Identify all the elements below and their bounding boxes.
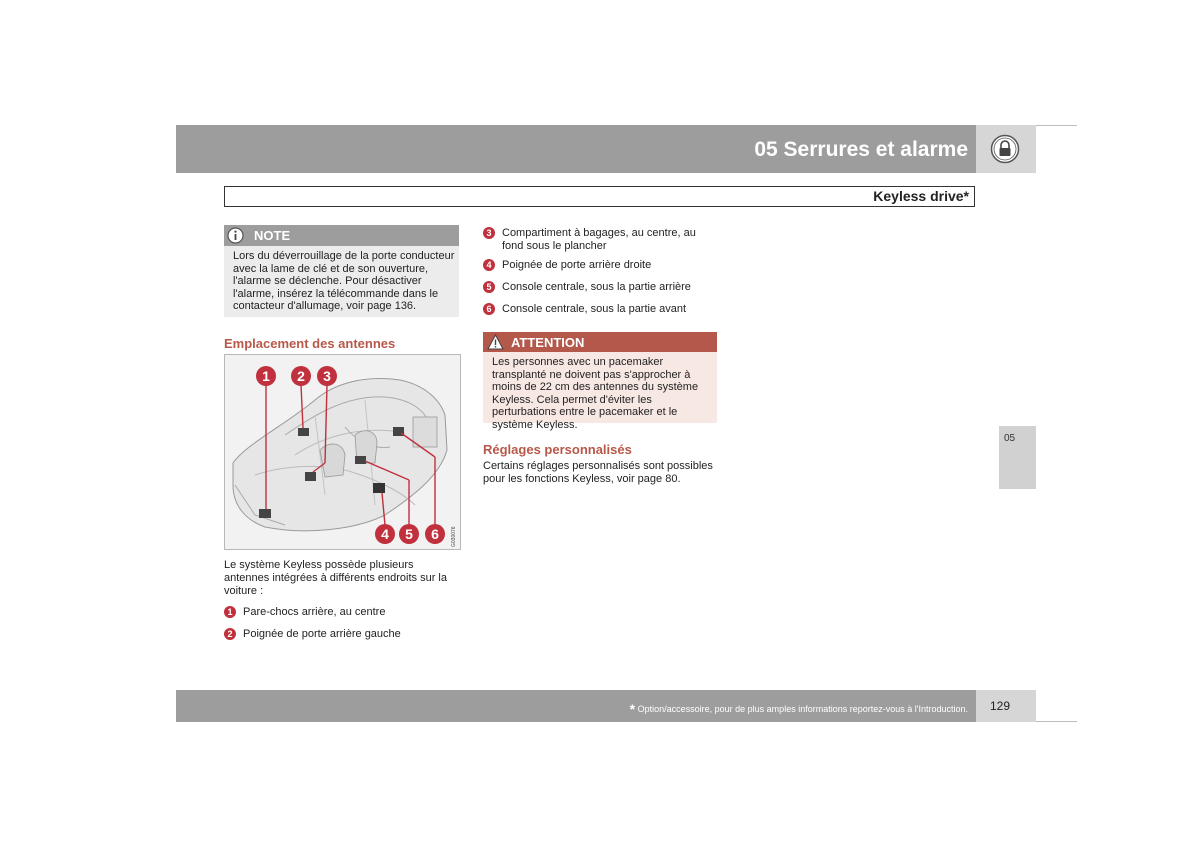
list-item-text: Pare-chocs arrière, au centre xyxy=(243,606,386,618)
footer-rule xyxy=(1036,721,1077,722)
page-number: 129 xyxy=(990,699,1011,713)
footer-bar xyxy=(176,690,976,722)
list-item-text: Poignée de porte arrière droite xyxy=(502,259,652,271)
custom-settings-heading: Réglages personnalisés xyxy=(483,442,632,457)
side-tab-label: 05 xyxy=(1004,433,1016,444)
note-text: Lors du déverrouillage de la porte conducteur avec la lame de clé et de son ouverture, l'alarme se déclenche. Pour désactiver l'alarme, insérez la télécommande dans le contacteur d'allumage, voir page 136. xyxy=(233,250,455,312)
number-bullet: 2 xyxy=(224,628,236,640)
section-subheader xyxy=(224,186,975,207)
section-subtitle: Keyless drive* xyxy=(873,188,969,204)
chapter-header xyxy=(176,125,976,173)
marker-label: 3 xyxy=(323,368,331,384)
attention-header xyxy=(483,332,717,352)
footer-asterisk: * xyxy=(629,701,636,717)
attention-box xyxy=(483,332,717,431)
list-item-text: Console centrale, sous la partie arrière xyxy=(502,281,691,293)
car-antenna-figure xyxy=(224,354,461,550)
header-rule xyxy=(1036,125,1077,126)
antenna-block xyxy=(355,456,366,464)
marker-label: 6 xyxy=(431,526,439,542)
custom-settings-text: Certains réglages personnalisés sont possibles pour les fonctions Keyless, voir page 80. xyxy=(483,460,713,485)
marker-label: 5 xyxy=(405,526,413,542)
page-number-box xyxy=(976,690,1036,722)
antenna-block xyxy=(373,483,385,493)
note-label: NOTE xyxy=(254,228,291,243)
marker-label: 4 xyxy=(381,526,389,542)
chapter-side-tab xyxy=(999,426,1036,489)
number-bullet: 1 xyxy=(224,606,236,618)
figure-code: G030076 xyxy=(451,526,457,547)
chapter-icon-box xyxy=(976,125,1036,173)
antenna-block xyxy=(298,428,309,436)
antennas-intro: Le système Keyless possède plusieurs antennes intégrées à différents endroits sur la voiture : xyxy=(224,559,447,597)
antennas-heading: Emplacement des antennes xyxy=(224,336,396,351)
antenna-block xyxy=(305,472,316,481)
attention-text: Les personnes avec un pacemaker transplanté ne doivent pas s'approcher à moins de 22 cm des antennes du système Keyless. Cela permet d'éviter les perturbations entre le pacemaker et le système Keyless. xyxy=(492,356,699,431)
number-bullet: 5 xyxy=(483,281,495,293)
antenna-block xyxy=(259,509,271,518)
number-bullet: 4 xyxy=(483,259,495,271)
list-item-text: Poignée de porte arrière gauche xyxy=(243,628,401,640)
attention-label: ATTENTION xyxy=(511,335,585,350)
lock-icon xyxy=(990,134,1020,164)
marker-label: 2 xyxy=(297,368,305,384)
footer-note xyxy=(630,701,968,717)
chapter-title: 05 Serrures et alarme xyxy=(754,138,968,161)
note-header xyxy=(224,225,459,246)
list-item-text: Console centrale, sous la partie avant xyxy=(502,303,687,315)
list-item-text: Compartiment à bagages, au centre, au fond sous le plancher xyxy=(502,227,696,252)
note-box xyxy=(224,225,459,317)
car-illustration xyxy=(225,355,460,549)
warning-icon xyxy=(487,334,504,350)
info-icon xyxy=(227,227,244,244)
marker-label: 1 xyxy=(262,368,270,384)
footer-note-text: Option/accessoire, pour de plus amples informations reportez-vous à l'Introduction. xyxy=(637,704,968,714)
number-bullet: 3 xyxy=(483,227,495,239)
number-bullet: 6 xyxy=(483,303,495,315)
